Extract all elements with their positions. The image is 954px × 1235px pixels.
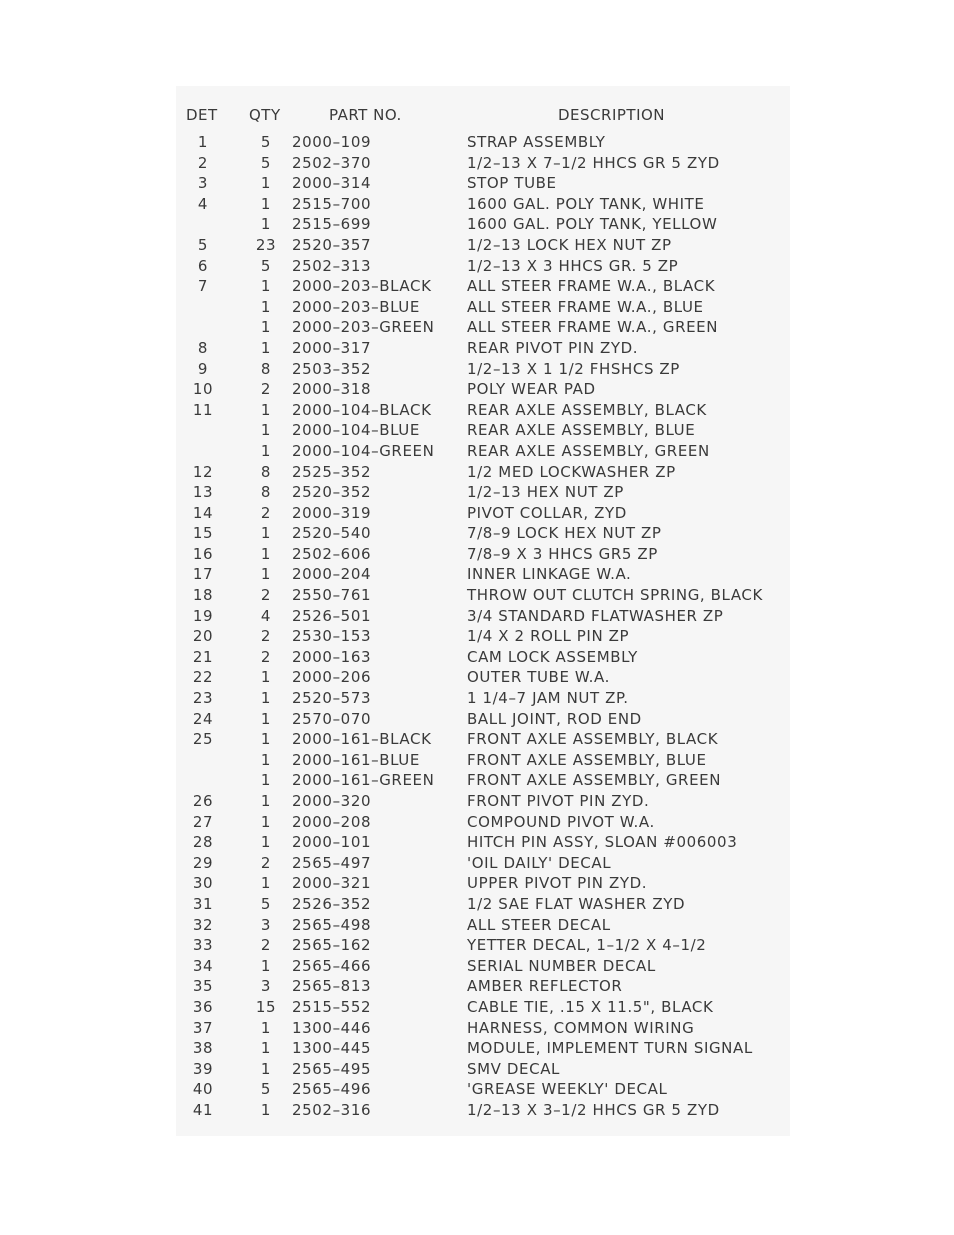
- table-row: [176, 586, 790, 607]
- cell-description: 1/2–13 X 3 HHCS GR. 5 ZP: [467, 256, 679, 275]
- cell-det: 18: [192, 586, 214, 605]
- cell-det: 30: [192, 874, 214, 893]
- cell-part-no: 2530–153: [292, 627, 372, 646]
- table-row: [176, 133, 790, 154]
- cell-qty: 2: [260, 586, 272, 605]
- cell-description: ALL STEER FRAME W.A., BLUE: [467, 297, 704, 316]
- cell-description: 1/2 SAE FLAT WASHER ZYD: [467, 894, 686, 913]
- table-row: [176, 195, 790, 216]
- cell-det: 5: [197, 235, 209, 254]
- cell-qty: 4: [260, 606, 272, 625]
- cell-det: 9: [197, 359, 209, 378]
- cell-qty: 1: [260, 833, 272, 852]
- cell-qty: 1: [260, 1039, 272, 1058]
- cell-det: 11: [192, 400, 214, 419]
- table-row: [176, 1039, 790, 1060]
- table-row: [176, 277, 790, 298]
- cell-det: 23: [192, 689, 214, 708]
- cell-description: OUTER TUBE W.A.: [467, 668, 610, 687]
- cell-description: STRAP ASSEMBLY: [467, 133, 606, 151]
- cell-part-no: 2515–700: [292, 194, 372, 213]
- table-row: [176, 463, 790, 484]
- table-row: [176, 668, 790, 689]
- table-row: [176, 1101, 790, 1122]
- cell-description: 'OIL DAILY' DECAL: [467, 853, 612, 872]
- cell-qty: 8: [260, 359, 272, 378]
- cell-part-no: 2000–203–GREEN: [292, 318, 435, 337]
- cell-part-no: 2565–495: [292, 1059, 372, 1078]
- cell-det: 33: [192, 936, 214, 955]
- table-row: [176, 298, 790, 319]
- cell-qty: 1: [260, 771, 272, 790]
- cell-description: FRONT AXLE ASSEMBLY, BLACK: [467, 730, 719, 749]
- cell-qty: 1: [260, 750, 272, 769]
- cell-description: THROW OUT CLUTCH SPRING, BLACK: [467, 586, 763, 605]
- header-det: DET: [186, 106, 218, 124]
- cell-description: PIVOT COLLAR, ZYD: [467, 503, 627, 522]
- cell-part-no: 2000–206: [292, 668, 372, 687]
- cell-part-no: 2000–161–BLACK: [292, 730, 432, 749]
- table-row: [176, 1080, 790, 1101]
- cell-det: 27: [192, 812, 214, 831]
- cell-part-no: 2565–162: [292, 936, 372, 955]
- cell-description: 1/4 X 2 ROLL PIN ZP: [467, 627, 630, 646]
- cell-qty: 1: [260, 215, 272, 234]
- cell-description: UPPER PIVOT PIN ZYD.: [467, 874, 648, 893]
- cell-qty: 1: [260, 689, 272, 708]
- cell-description: ALL STEER FRAME W.A., BLACK: [467, 277, 716, 296]
- table-row: [176, 916, 790, 937]
- table-row: [176, 174, 790, 195]
- cell-qty: 1: [260, 792, 272, 810]
- cell-part-no: 2502–370: [292, 153, 372, 172]
- cell-det: 8: [197, 338, 209, 357]
- cell-description: 1/2 MED LOCKWASHER ZP: [467, 462, 676, 481]
- cell-qty: 2: [260, 503, 272, 522]
- table-row: [176, 730, 790, 751]
- cell-description: REAR AXLE ASSEMBLY, GREEN: [467, 441, 710, 460]
- cell-description: 1/2–13 HEX NUT ZP: [467, 483, 624, 502]
- cell-qty: 2: [260, 853, 272, 872]
- cell-description: 1/2–13 X 1 1/2 FHSHCS ZP: [467, 359, 680, 378]
- cell-part-no: 2520–573: [292, 689, 372, 708]
- table-row: [176, 380, 790, 401]
- cell-det: 17: [192, 565, 214, 584]
- cell-description: SERIAL NUMBER DECAL: [467, 956, 656, 975]
- cell-det: 37: [192, 1018, 214, 1037]
- table-row: [176, 504, 790, 525]
- table-row: [176, 710, 790, 731]
- cell-qty: 5: [260, 133, 272, 151]
- cell-qty: 1: [260, 400, 272, 419]
- cell-part-no: 2550–761: [292, 586, 372, 605]
- cell-det: 24: [192, 709, 214, 728]
- cell-part-no: 2000–104–BLACK: [292, 400, 432, 419]
- cell-part-no: 2000–203–BLACK: [292, 277, 432, 296]
- cell-description: ALL STEER DECAL: [467, 915, 611, 934]
- cell-qty: 1: [260, 174, 272, 193]
- cell-qty: 1: [260, 544, 272, 563]
- cell-qty: 3: [260, 977, 272, 996]
- cell-det: 14: [192, 503, 214, 522]
- cell-det: 41: [192, 1100, 214, 1119]
- table-row: [176, 236, 790, 257]
- cell-part-no: 1300–446: [292, 1018, 372, 1037]
- cell-qty: 3: [260, 915, 272, 934]
- header-part-no: PART NO.: [329, 106, 402, 124]
- cell-part-no: 2000–161–BLUE: [292, 750, 420, 769]
- cell-description: 1/2–13 X 7–1/2 HHCS GR 5 ZYD: [467, 153, 720, 172]
- table-row: [176, 957, 790, 978]
- cell-description: 7/8–9 X 3 HHCS GR5 ZP: [467, 544, 658, 563]
- cell-part-no: 2525–352: [292, 462, 372, 481]
- cell-part-no: 2000–101: [292, 833, 372, 852]
- header-qty: QTY: [249, 106, 281, 124]
- cell-qty: 1: [260, 524, 272, 543]
- cell-det: 36: [192, 997, 214, 1016]
- header-description: DESCRIPTION: [558, 106, 666, 124]
- table-row: [176, 215, 790, 236]
- table-row: [176, 751, 790, 772]
- cell-qty: 1: [260, 812, 272, 831]
- cell-description: HARNESS, COMMON WIRING: [467, 1018, 695, 1037]
- cell-description: MODULE, IMPLEMENT TURN SIGNAL: [467, 1039, 753, 1058]
- cell-qty: 5: [260, 894, 272, 913]
- cell-det: 6: [197, 256, 209, 275]
- parts-table-body: [176, 133, 790, 1122]
- cell-description: 'GREASE WEEKLY' DECAL: [467, 1080, 668, 1099]
- table-row: [176, 874, 790, 895]
- cell-part-no: 2000–104–GREEN: [292, 441, 435, 460]
- cell-part-no: 2502–606: [292, 544, 372, 563]
- cell-part-no: 2520–540: [292, 524, 372, 543]
- table-row: [176, 813, 790, 834]
- cell-part-no: 2526–501: [292, 606, 372, 625]
- cell-part-no: 2000–109: [292, 133, 372, 151]
- cell-qty: 1: [260, 1100, 272, 1119]
- cell-det: 7: [197, 277, 209, 296]
- cell-part-no: 2565–466: [292, 956, 372, 975]
- cell-qty: 1: [260, 565, 272, 584]
- cell-qty: 15: [255, 997, 277, 1016]
- cell-det: 31: [192, 894, 214, 913]
- cell-description: CABLE TIE, .15 X 11.5", BLACK: [467, 997, 714, 1016]
- cell-description: BALL JOINT, ROD END: [467, 709, 642, 728]
- table-row: [176, 421, 790, 442]
- cell-qty: 5: [260, 1080, 272, 1099]
- cell-part-no: 2000–318: [292, 380, 372, 399]
- cell-description: YETTER DECAL, 1–1/2 X 4–1/2: [467, 936, 707, 955]
- cell-det: 4: [197, 194, 209, 213]
- cell-part-no: 2000–321: [292, 874, 372, 893]
- cell-det: 21: [192, 647, 214, 666]
- cell-part-no: 2000–104–BLUE: [292, 421, 420, 440]
- cell-det: 38: [192, 1039, 214, 1058]
- cell-part-no: 2000–314: [292, 174, 372, 193]
- table-row: [176, 524, 790, 545]
- table-row: [176, 545, 790, 566]
- cell-qty: 2: [260, 627, 272, 646]
- cell-description: 1600 GAL. POLY TANK, WHITE: [467, 194, 705, 213]
- cell-qty: 5: [260, 153, 272, 172]
- cell-qty: 8: [260, 483, 272, 502]
- cell-qty: 8: [260, 462, 272, 481]
- cell-qty: 1: [260, 730, 272, 749]
- cell-description: AMBER REFLECTOR: [467, 977, 623, 996]
- table-row: [176, 607, 790, 628]
- table-row: [176, 339, 790, 360]
- table-row: [176, 627, 790, 648]
- cell-det: 13: [192, 483, 214, 502]
- cell-det: 1: [197, 133, 209, 151]
- table-row: [176, 792, 790, 813]
- table-row: [176, 360, 790, 381]
- cell-part-no: 2565–498: [292, 915, 372, 934]
- table-row: [176, 648, 790, 669]
- table-row: [176, 771, 790, 792]
- cell-part-no: 2000–204: [292, 565, 372, 584]
- cell-description: REAR AXLE ASSEMBLY, BLACK: [467, 400, 707, 419]
- cell-qty: 1: [260, 338, 272, 357]
- cell-det: 15: [192, 524, 214, 543]
- table-row: [176, 895, 790, 916]
- cell-qty: 5: [260, 256, 272, 275]
- table-row: [176, 1060, 790, 1081]
- cell-description: CAM LOCK ASSEMBLY: [467, 647, 638, 666]
- table-row: [176, 483, 790, 504]
- cell-qty: 1: [260, 709, 272, 728]
- cell-det: 25: [192, 730, 214, 749]
- cell-part-no: 2000–161–GREEN: [292, 771, 435, 790]
- cell-part-no: 2503–352: [292, 359, 372, 378]
- cell-part-no: 2570–070: [292, 709, 372, 728]
- cell-description: REAR PIVOT PIN ZYD.: [467, 338, 639, 357]
- cell-description: COMPOUND PIVOT W.A.: [467, 812, 655, 831]
- cell-description: POLY WEAR PAD: [467, 380, 596, 399]
- cell-qty: 1: [260, 956, 272, 975]
- table-row: [176, 565, 790, 586]
- cell-qty: 23: [255, 235, 277, 254]
- table-row: [176, 1019, 790, 1040]
- cell-part-no: 2526–352: [292, 894, 372, 913]
- cell-det: 28: [192, 833, 214, 852]
- table-row: [176, 318, 790, 339]
- cell-det: 32: [192, 915, 214, 934]
- cell-qty: 2: [260, 380, 272, 399]
- cell-qty: 1: [260, 1059, 272, 1078]
- cell-qty: 1: [260, 194, 272, 213]
- cell-part-no: 1300–445: [292, 1039, 372, 1058]
- cell-description: INNER LINKAGE W.A.: [467, 565, 632, 584]
- cell-det: 2: [197, 153, 209, 172]
- cell-description: STOP TUBE: [467, 174, 557, 193]
- cell-description: 1600 GAL. POLY TANK, YELLOW: [467, 215, 718, 234]
- parts-list-sheet: [176, 86, 790, 1136]
- cell-description: FRONT AXLE ASSEMBLY, GREEN: [467, 771, 722, 790]
- cell-qty: 1: [260, 1018, 272, 1037]
- table-row: [176, 442, 790, 463]
- cell-qty: 2: [260, 936, 272, 955]
- cell-description: 3/4 STANDARD FLATWASHER ZP: [467, 606, 724, 625]
- cell-det: 39: [192, 1059, 214, 1078]
- cell-det: 26: [192, 792, 214, 810]
- cell-description: FRONT PIVOT PIN ZYD.: [467, 792, 650, 810]
- cell-qty: 1: [260, 297, 272, 316]
- cell-qty: 1: [260, 874, 272, 893]
- cell-det: 3: [197, 174, 209, 193]
- cell-qty: 1: [260, 421, 272, 440]
- cell-det: 34: [192, 956, 214, 975]
- cell-det: 12: [192, 462, 214, 481]
- cell-part-no: 2515–552: [292, 997, 372, 1016]
- cell-part-no: 2520–357: [292, 235, 372, 254]
- table-row: [176, 854, 790, 875]
- cell-part-no: 2000–208: [292, 812, 372, 831]
- cell-part-no: 2000–317: [292, 338, 372, 357]
- table-row: [176, 936, 790, 957]
- cell-part-no: 2520–352: [292, 483, 372, 502]
- cell-qty: 1: [260, 668, 272, 687]
- cell-part-no: 2000–319: [292, 503, 372, 522]
- cell-part-no: 2000–320: [292, 792, 372, 810]
- cell-qty: 1: [260, 318, 272, 337]
- cell-qty: 1: [260, 277, 272, 296]
- cell-det: 35: [192, 977, 214, 996]
- table-row: [176, 257, 790, 278]
- cell-description: 1/2–13 X 3–1/2 HHCS GR 5 ZYD: [467, 1100, 720, 1119]
- cell-det: 20: [192, 627, 214, 646]
- cell-part-no: 2515–699: [292, 215, 372, 234]
- cell-det: 19: [192, 606, 214, 625]
- cell-det: 10: [192, 380, 214, 399]
- cell-part-no: 2000–203–BLUE: [292, 297, 420, 316]
- cell-det: 16: [192, 544, 214, 563]
- cell-part-no: 2000–163: [292, 647, 372, 666]
- table-row: [176, 998, 790, 1019]
- cell-det: 29: [192, 853, 214, 872]
- cell-description: REAR AXLE ASSEMBLY, BLUE: [467, 421, 696, 440]
- cell-description: FRONT AXLE ASSEMBLY, BLUE: [467, 750, 707, 769]
- cell-description: SMV DECAL: [467, 1059, 561, 1078]
- cell-part-no: 2565–813: [292, 977, 372, 996]
- cell-det: 22: [192, 668, 214, 687]
- table-row: [176, 401, 790, 422]
- cell-part-no: 2565–496: [292, 1080, 372, 1099]
- cell-description: 1/2–13 LOCK HEX NUT ZP: [467, 235, 672, 254]
- table-row: [176, 833, 790, 854]
- cell-description: ALL STEER FRAME W.A., GREEN: [467, 318, 719, 337]
- cell-qty: 1: [260, 441, 272, 460]
- table-row: [176, 154, 790, 175]
- cell-part-no: 2502–313: [292, 256, 372, 275]
- cell-det: 40: [192, 1080, 214, 1099]
- table-row: [176, 689, 790, 710]
- cell-description: HITCH PIN ASSY, SLOAN #006003: [467, 833, 738, 852]
- cell-part-no: 2502–316: [292, 1100, 372, 1119]
- table-header: [176, 106, 790, 128]
- cell-qty: 2: [260, 647, 272, 666]
- cell-part-no: 2565–497: [292, 853, 372, 872]
- cell-description: 7/8–9 LOCK HEX NUT ZP: [467, 524, 662, 543]
- table-row: [176, 977, 790, 998]
- cell-description: 1 1/4–7 JAM NUT ZP.: [467, 689, 629, 708]
